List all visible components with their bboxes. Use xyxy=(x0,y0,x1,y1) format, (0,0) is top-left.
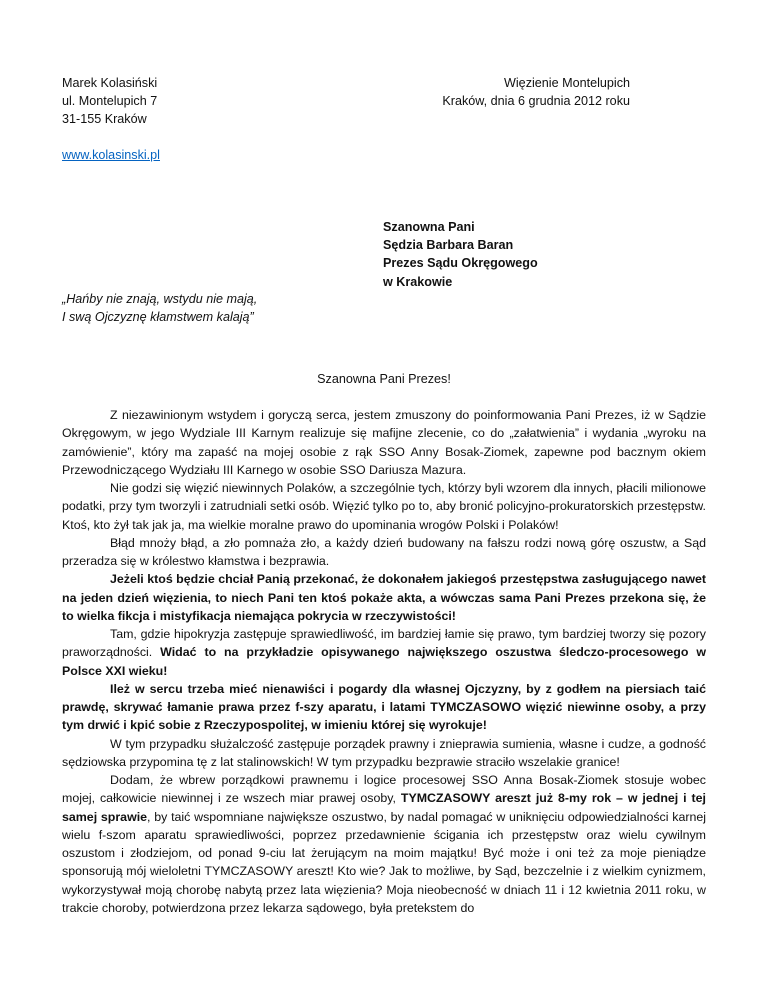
motto-line: „Hańby nie znają, wstydu nie mają, xyxy=(62,292,258,306)
bold-text: Widać to na przykładzie opisywanego największego oszustwa śledczo-procesowego w Polsce XXI wieku! xyxy=(62,645,706,678)
recipient-line: Szanowna Pani xyxy=(383,220,475,234)
paragraph-bold xyxy=(62,570,706,625)
date-line: Kraków, dnia 6 grudnia 2012 roku xyxy=(442,94,630,109)
sender-city: 31-155 Kraków xyxy=(62,112,147,127)
sender-street: ul. Montelupich 7 xyxy=(62,94,158,109)
recipient-line: Prezes Sądu Okręgowego xyxy=(383,256,538,271)
paragraph: W tym przypadku służalczość zastępuje porządek prawny i znieprawia sumienia, własne i cudze, a godność sędziowska przypomina tę z lat stalinowskich! W tym przypadku bezprawie straciło wszelakie granice! xyxy=(62,736,706,769)
recipient-block xyxy=(383,218,538,291)
place-and-date xyxy=(442,74,630,110)
greeting: Szanowna Pani Prezes! xyxy=(317,372,451,386)
place-line: Więzienie Montelupich xyxy=(504,76,630,90)
bold-text: Jeżeli ktoś będzie chciał Panią przekonać, że dokonałem jakiegoś przestępstwa zasługującego nawet na jeden dzień więzienia, to niech Pani ten ktoś pokaże akta, a wówczas sama Pani Prezes przekona się, że to wielka fikcja i mistyfikacja niemająca pokrycia w rzeczywistości! xyxy=(62,572,706,623)
website-link[interactable]: www.kolasinski.pl xyxy=(62,148,160,162)
normal-text: , by taić wspomniane największe oszustwo, by nadal pomagać w uniknięciu odpowiedzialności karnej wielu f-szom aparatu sprawiedliwości, poprzez przedawnienie ścigania ich przestępstw oraz wielu cywilnym oszustom i złodziejom, od ponad 9-ciu lat żerującym na moim majątku! Być może i oni też za moje pieniądze sponsorują mój wieloletni TYMCZASOWY areszt! Kto wie? Jak to możliwe, by Sąd, bezczelnie i z wielkim cynizmem, wykorzystywał moją chorobę nabytą przez lata więzienia? Moja nieobecność w dniach 11 i 12 kwietnia 2011 roku, w trakcie choroby, potwierdzona przez lekarza sądowego, była pretekstem do xyxy=(62,809,706,915)
letter-body xyxy=(62,406,706,917)
normal-text: Dodam, że wbrew porządkowi prawnemu i logice procesowej SSO Anna Bosak-Ziomek stosuje wobec mojej, całkowicie niewinnej i ze wszech miar prawej osoby, xyxy=(62,773,706,806)
motto-line: I swą Ojczyznę kłamstwem kalają” xyxy=(62,310,254,325)
bold-text: TYMCZASOWY areszt już 8-my rok – w jednej i tej samej sprawie xyxy=(62,791,706,824)
paragraph-bold xyxy=(62,680,706,735)
paragraph: Z niezawinionym wstydem i goryczą serca, jestem zmuszony do poinformowania Pani Prezes, iż w Sądzie Okręgowym, w jego Wydziale III Karnym realizuje się mafijne zlecenie, co do „załatwienia” i wydania „wyroku na zamówienie”, który ma zapaść na mojej osobie z rąk SSO Anny Bosak-Ziomek, zapewne pod bacznym okiem Przewodniczącego Wydziału III Karnego w osobie SSO Dariusza Mazura. xyxy=(62,408,706,477)
recipient-line: w Krakowie xyxy=(383,274,453,289)
paragraph xyxy=(62,625,706,680)
paragraph: Nie godzi się więzić niewinnych Polaków, a szczególnie tych, którzy byli wzorem dla innych, płacili milionowe podatki, przy tym tworzyli i zatrudniali setki osób. Więzić tylko po to, aby bronić policyjno-prokuratorskich przestępstw. Ktoś, kto żył tak jak ja, ma wielkie moralne prawo do upominania wrogów Polski i Polaków! xyxy=(62,481,706,532)
sender-name: Marek Kolasiński xyxy=(62,76,158,90)
sender-address xyxy=(62,74,157,129)
bold-text: Ileż w sercu trzeba mieć nienawiści i pogardy dla własnej Ojczyzny, by z godłem na piersiach taić prawdę, skrywać łamanie prawa przez f-szy aparatu, i latami TYMCZASOWO więzić niewinne osoby, a przy tym drwić i kpić sobie z Rzeczypospolitej, w imieniu której się wyrokuje! xyxy=(62,681,706,733)
motto-quote xyxy=(62,290,257,326)
normal-text: Tam, gdzie hipokryzja zastępuje sprawiedliwość, im bardziej łamie się prawo, tym bardziej tworzy się pozory praworządności. xyxy=(62,627,706,660)
paragraph: Błąd mnoży błąd, a zło pomnaża zło, a każdy dzień budowany na fałszu rodzi nową górę oszustw, a Sąd przeradza się w królestwo kłamstwa i bezprawia. xyxy=(62,535,706,568)
recipient-line: Sędzia Barbara Baran xyxy=(383,238,514,253)
paragraph xyxy=(62,771,706,917)
